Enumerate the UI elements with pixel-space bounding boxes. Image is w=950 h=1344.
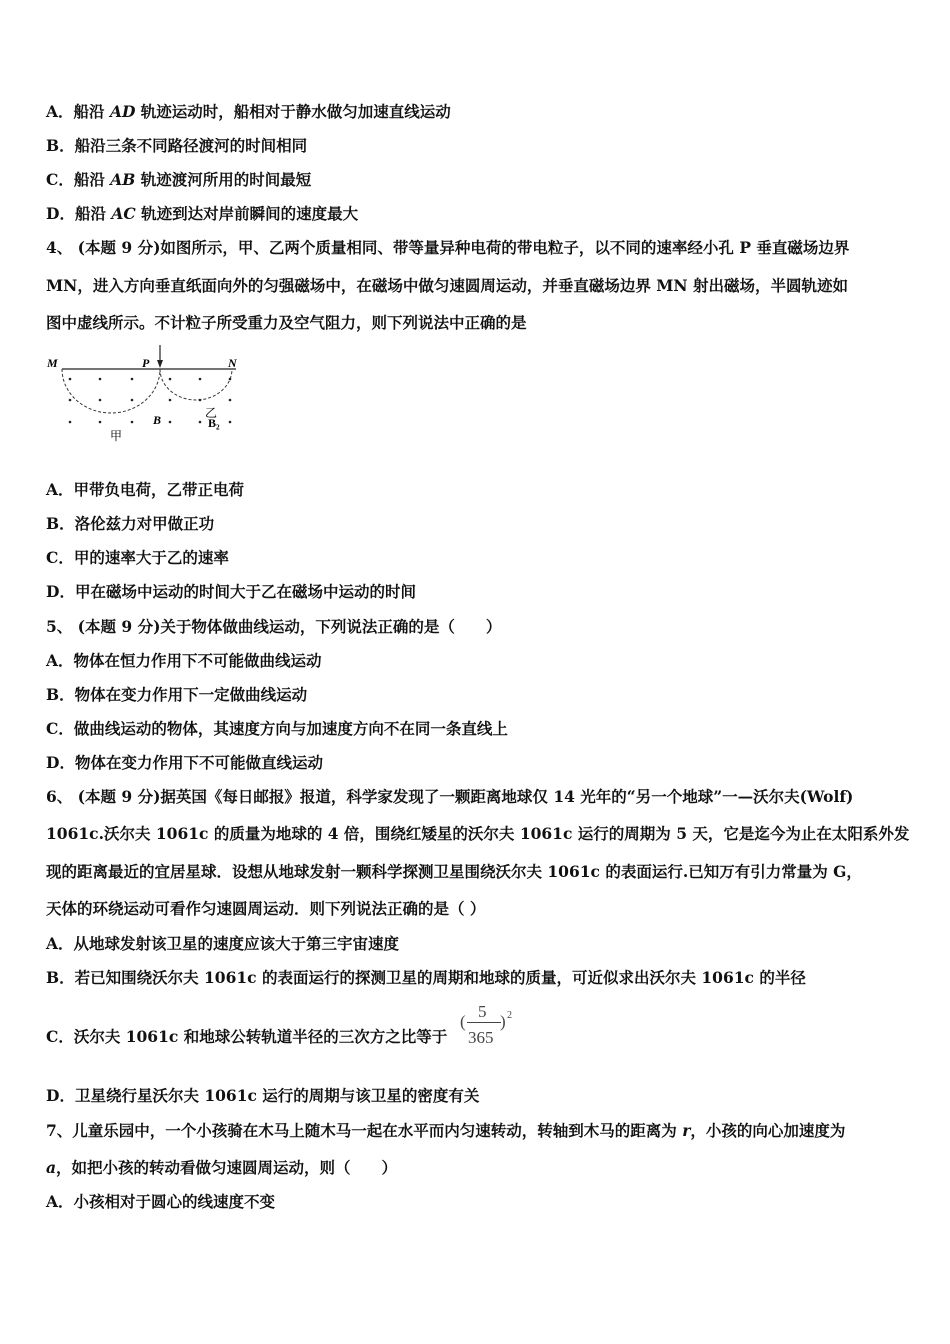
magnetic-field-figure <box>40 345 250 445</box>
q3-option-d: D．船沿 AC 轨迹到达对岸前瞬间的速度最大 <box>46 204 359 223</box>
q4-option-c: C．甲的速率大于乙的速率 <box>46 548 229 567</box>
q6-stem-line2: 1061c.沃尔夫 1061c 的质量为地球的 4 倍，围绕红矮星的沃尔夫 1061c 运行的周期为 5 天，它是迄今为止在太阳系外发 <box>46 824 910 843</box>
q4-stem-line1: 4、 (本题 9 分)如图所示，甲、乙两个质量相同、带等量异种电荷的带电粒子，以不同的速率经小孔 P 垂直磁场边界 <box>46 238 850 257</box>
q7-option-a: A．小孩相对于圆心的线速度不变 <box>46 1192 276 1211</box>
q3-option-a: A．船沿 AD 轨迹运动时，船相对于静水做匀加速直线运动 <box>46 102 451 121</box>
q6-stem-line3: 现的距离最近的宜居星球．设想从地球发射一颗科学探测卫星围绕沃尔夫 1061c 的表面运行.已知万有引力常量为 G， <box>46 862 862 881</box>
q5-option-a: A．物体在恒力作用下不可能做曲线运动 <box>46 651 322 670</box>
frac-open-paren: ( <box>460 1012 466 1031</box>
q5-option-d: D．物体在变力作用下不可能做直线运动 <box>46 753 323 772</box>
q4-option-d: D．甲在磁场中运动的时间大于乙在磁场中运动的时间 <box>46 582 416 601</box>
label-p: P <box>142 356 150 370</box>
q6-option-d: D．卫星绕行星沃尔夫 1061c 运行的周期与该卫星的密度有关 <box>46 1086 480 1105</box>
entry-arrowhead <box>157 360 163 368</box>
frac-denominator: 365 <box>468 1028 494 1047</box>
fraction-expression <box>460 1000 530 1056</box>
q4-stem-line2: MN，进入方向垂直纸面向外的匀强磁场中，在磁场中做匀速圆周运动，并垂直磁场边界 MN 射出磁场，半圆轨迹如 <box>46 276 848 295</box>
q4-stem-line3: 图中虚线所示。不计粒子所受重力及空气阻力，则下列说法中正确的是 <box>46 313 527 332</box>
label-yi: 乙 <box>205 406 218 420</box>
label-jia: 甲 <box>110 429 123 443</box>
q6-option-c: C．沃尔夫 1061c 和地球公转轨道半径的三次方之比等于 <box>46 1027 448 1046</box>
q7-stem-line2: a，如把小孩的转动看做匀速圆周运动，则（ ） <box>46 1158 398 1177</box>
label-m: M <box>47 356 58 370</box>
q6-option-a: A．从地球发射该卫星的速度应该大于第三宇宙速度 <box>46 934 400 953</box>
label-n: N <box>228 356 237 370</box>
label-b2: B₂ <box>208 416 220 430</box>
q7-stem-line1: 7、儿童乐园中，一个小孩骑在木马上随木马一起在水平而内匀速转动，转轴到木马的距离为 r，小孩的向心加速度为 <box>46 1121 846 1140</box>
q6-option-b: B．若已知围绕沃尔夫 1061c 的表面运行的探测卫星的周期和地球的质量，可近似求出沃尔夫 1061c 的半径 <box>46 968 806 987</box>
frac-close-paren: ) <box>500 1012 506 1031</box>
frac-numerator: 5 <box>478 1002 487 1021</box>
q4-option-a: A．甲带负电荷，乙带正电荷 <box>46 480 245 499</box>
q6-stem-line4: 天体的环绕运动可看作匀速圆周运动．则下列说法正确的是（ ） <box>46 899 486 918</box>
q5-option-c: C．做曲线运动的物体，其速度方向与加速度方向不在同一条直线上 <box>46 719 508 738</box>
q5-option-b: B．物体在变力作用下一定做曲线运动 <box>46 685 308 704</box>
q3-option-c: C．船沿 AB 轨迹渡河所用的时间最短 <box>46 170 312 189</box>
trajectory-jia <box>62 369 160 413</box>
q6-stem-line1: 6、 (本题 9 分)据英国《每日邮报》报道，科学家发现了一颗距离地球仅 14 光年的“另一个地球”一—沃尔夫(Wolf) <box>46 787 854 806</box>
frac-bar <box>467 1022 501 1023</box>
frac-exponent: 2 <box>507 1010 512 1021</box>
label-b: B <box>153 413 162 427</box>
q4-option-b: B．洛伦兹力对甲做正功 <box>46 514 215 533</box>
q5-stem: 5、 (本题 9 分)关于物体做曲线运动，下列说法正确的是（ ） <box>46 617 502 636</box>
q3-option-b: B．船沿三条不同路径渡河的时间相同 <box>46 136 308 155</box>
trajectory-yi <box>160 369 232 400</box>
